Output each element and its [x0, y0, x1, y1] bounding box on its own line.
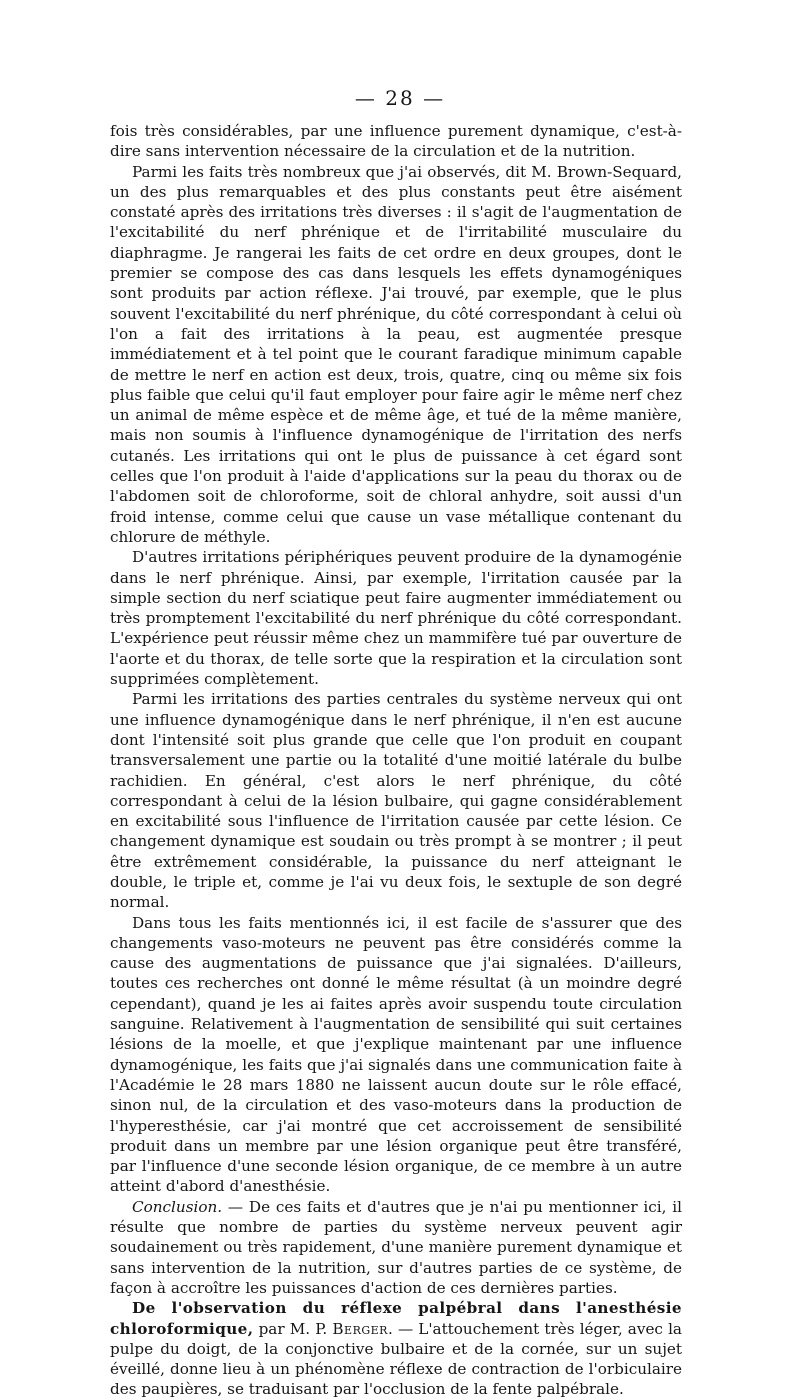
conclusion-text: — De ces faits et d'autres que je n'ai pu mentionner ici, il résulte que nombre de parties du système nerveux peuvent agir soudainement ou très rapidement, d'une manière purement dynamique et sans intervention de la nutrition, sur d'autres parties de ce système, de façon à accroître les puissances d'action de ces dernières parties.: [110, 1197, 682, 1297]
conclusion-label: Conclusion.: [132, 1197, 223, 1216]
section-paragraph: [110, 1298, 682, 1399]
section-title: De l'observation du réflexe palpébral dans l'anesthésie chloroformique,: [110, 1299, 682, 1338]
article-body: [110, 121, 682, 1400]
section-by: par M. P.: [253, 1319, 333, 1338]
conclusion-paragraph: [110, 1197, 682, 1298]
paragraph: D'autres irritations périphériques peuvent produire de la dynamogénie dans le nerf phrénique. Ainsi, par exemple, l'irritation causée par la simple section du nerf sciatique peut faire augmenter immédiatement ou très promptement l'excitabilité du nerf phrénique du côté correspondant. L'expérience peut réussir même chez un mammifère tué par ouverture de l'aorte et du thorax, de telle sorte que la respiration et la circulation sont supprimées complètement.: [110, 548, 682, 689]
paragraph: Dans tous les faits mentionnés ici, il est facile de s'assurer que des changements vaso-moteurs ne peuvent pas être considérés comme la cause des augmentations de puissance que j'ai signalées. D'ailleurs, toutes ces recherches ont donné le même résultat (à un moindre degré cependant), quand je les ai faites après avoir suspendu toute circulation sanguine. Relativement à l'augmentation de sensibilité qui suit certaines lésions de la moelle, et que j'explique maintenant par une influence dynamogénique, les faits que j'ai signalés dans une communication faite à l'Académie le 28 mars 1880 ne laissent aucun doute sur le rôle effacé, sinon nul, de la circulation et des vaso-moteurs dans la production de l'hyperesthésie, car j'ai montré que cet accroissement de sensibilité produit dans un membre par une lésion organique peut être transféré, par l'influence d'une seconde lésion organique, de ce membre à un autre atteint d'abord d'anesthésie.: [110, 913, 682, 1196]
section-author: Berger: [332, 1319, 388, 1338]
section-text: . — L'attouchement très léger, avec la pulpe du doigt, de la conjonctive bulbaire et de la cornée, sur un sujet éveillé, donne lieu à un phénomène réflexe de contraction de l'orbiculaire des paupières, se traduisant par l'occlusion de la fente palpébrale.: [110, 1319, 682, 1399]
paragraph: Parmi les irritations des parties centrales du système nerveux qui ont une influence dynamogénique dans le nerf phrénique, il n'en est aucune dont l'intensité soit plus grande que celle que l'on produit en coupant transversalement une partie ou la totalité d'une moitié latérale du bulbe rachidien. En général, c'est alors le nerf phrénique, du côté correspondant à celui de la lésion bulbaire, qui gagne considérablement en excitabilité sous l'influence de l'irritation causée par cette lésion. Ce changement dynamique est soudain ou très prompt à se montrer ; il peut être extrêmement considérable, la puissance du nerf atteignant le double, le triple et, comme je l'ai vu deux fois, le sextuple de son degré normal.: [110, 690, 682, 912]
paragraph: Parmi les faits très nombreux que j'ai observés, dit M. Brown-Sequard, un des plus remarquables et des plus constants peut être aisément constaté après des irritations très diverses : il s'agit de l'augmentation de l'excitabilité du nerf phrénique et de l'irritabilité musculaire du diaphragme. Je rangerai les faits de cet ordre en deux groupes, dont le premier se compose des cas dans lesquels les effets dynamogéniques sont produits par action réflexe. J'ai trouvé, par exemple, que le plus souvent l'excitabilité du nerf phrénique, du côté correspondant à celui où l'on a fait des irritations à la peau, est augmentée presque immédiatement et à tel point que le courant faradique minimum capable de mettre le nerf en action est deux, trois, quatre, cinq ou même six fois plus faible que celui qu'il faut employer pour faire agir le même nerf chez un animal de même espèce et de même âge, et tué de la même manière, mais non soumis à l'influence dynamogénique de l'irritation des nerfs cutanés. Les irritations qui ont le plus de puissance à cet égard sont celles que l'on produit à l'aide d'applications sur la peau du thorax ou de l'abdomen soit de chloroforme, soit de chloral anhydre, soit aussi d'un froid intense, comme celui que cause un vase métallique contenant du chlorure de méthyle.: [110, 162, 682, 546]
page-number: — 28 —: [354, 86, 446, 110]
paragraph: fois très considérables, par une influence purement dynamique, c'est-à-dire sans intervention nécessaire de la circulation et de la nutrition.: [110, 122, 682, 161]
